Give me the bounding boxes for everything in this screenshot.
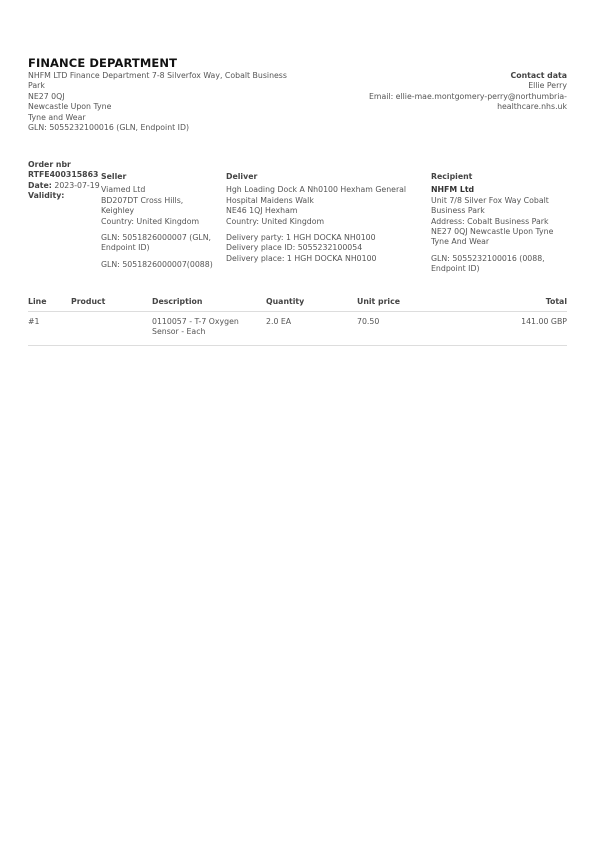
contact-email: Email: ellie-mae.montgomery-perry@northumbria- — [368, 91, 567, 101]
column-header-line: Line — [28, 297, 47, 306]
recipient-line: Unit 7/8 Silver Fox Way Cobalt Business Park — [431, 195, 549, 216]
header-divider — [28, 311, 567, 312]
order-info — [28, 160, 108, 202]
order-date — [28, 181, 108, 191]
row-total: 141.00 GBP — [521, 317, 567, 326]
contact-name: Ellie Perry — [528, 81, 567, 91]
column-header-product: Product — [71, 297, 106, 306]
address-line: Newcastle Upon Tyne — [28, 102, 112, 112]
table-header — [28, 297, 567, 311]
address-gln: GLN: 5055232100016 (GLN, Endpoint ID) — [28, 123, 190, 133]
deliver-header: Deliver — [226, 172, 258, 181]
column-header-description: Description — [152, 297, 203, 306]
recipient-line: Tyne And Wear — [431, 237, 490, 247]
deliver-line: NE46 1QJ Hexham — [226, 206, 298, 216]
address-line: NHFM LTD Finance Department 7-8 Silverfox Way, Cobalt Business — [28, 71, 287, 80]
contact-block — [327, 71, 567, 113]
delivery-place: Delivery place: 1 HGH DOCKA NH0100 — [226, 253, 377, 263]
seller-gln-secondary: GLN: 5051826000007(0088) — [101, 259, 213, 269]
seller-line: Country: United Kingdom — [101, 216, 200, 226]
deliver-line: Hgh Loading Dock A Nh0100 Hexham General Hospital Maidens Walk — [226, 185, 407, 205]
address-line: Park — [28, 81, 45, 91]
order-date-label: Date: — [28, 180, 52, 190]
recipient-name: NHFM Ltd — [431, 185, 475, 195]
seller-line: Keighley — [101, 206, 135, 216]
order-lines-table — [28, 297, 567, 346]
column-header-unit-price: Unit price — [357, 297, 401, 306]
recipient-line: NE27 0QJ Newcastle Upon Tyne — [431, 227, 554, 237]
seller-block — [101, 172, 219, 270]
address-line: NE27 0QJ — [28, 91, 65, 101]
recipient-gln: GLN: 5055232100016 (0088, Endpoint ID) — [431, 253, 545, 274]
recipient-block — [431, 172, 567, 275]
deliver-line: Country: United Kingdom — [226, 216, 325, 226]
delivery-party: Delivery party: 1 HGH DOCKA NH0100 — [226, 233, 376, 243]
row-description: 0110057 - T-7 Oxygen Sensor - Each — [152, 317, 239, 337]
row-unit-price: 70.50 — [357, 317, 380, 326]
column-header-quantity: Quantity — [266, 297, 305, 306]
delivery-place-id: Delivery place ID: 5055232100054 — [226, 243, 363, 253]
contact-label: Contact data — [510, 71, 567, 80]
seller-gln: GLN: 5051826000007 (GLN, Endpoint ID) — [101, 233, 212, 253]
address-line: Tyne and Wear — [28, 112, 86, 122]
row-line: #1 — [28, 317, 40, 326]
seller-line: BD207DT Cross Hills, — [101, 195, 184, 205]
deliver-block — [226, 172, 421, 264]
seller-header: Seller — [101, 172, 127, 181]
order-number-label: Order nbr — [28, 160, 71, 169]
table-row — [28, 317, 567, 343]
recipient-header: Recipient — [431, 172, 473, 181]
order-validity-label: Validity: — [28, 191, 65, 201]
contact-email-continued: healthcare.nhs.uk — [497, 102, 567, 112]
order-date-value: 2023-07-19 — [54, 180, 100, 190]
department-address — [28, 71, 308, 133]
column-header-total: Total — [545, 297, 567, 306]
seller-line: Viamed Ltd — [101, 185, 146, 195]
order-number-value: RTFE400315863 — [28, 170, 99, 180]
page-title: FINANCE DEPARTMENT — [28, 56, 178, 70]
recipient-line: Address: Cobalt Business Park — [431, 216, 549, 226]
row-quantity: 2.0 EA — [266, 317, 292, 326]
table-bottom-divider — [28, 345, 567, 346]
